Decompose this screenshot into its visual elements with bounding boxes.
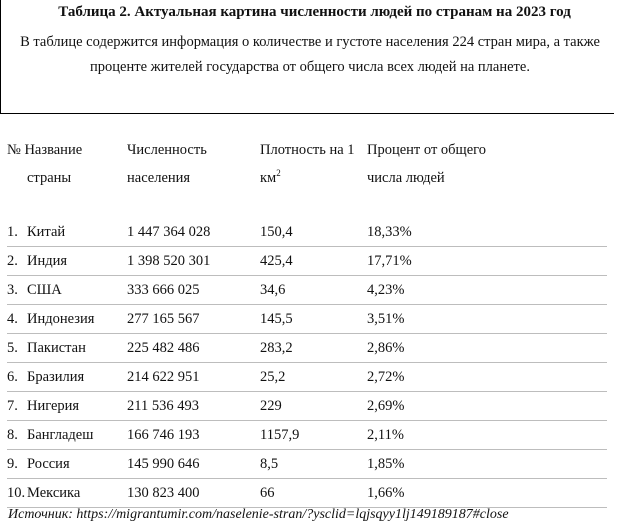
cell-country	[7, 392, 127, 421]
row-number: 6.	[7, 369, 18, 385]
table-row	[7, 421, 607, 450]
table-row	[7, 334, 607, 363]
cell-population: 277 165 567	[127, 305, 260, 334]
cell-country	[7, 421, 127, 450]
table-row	[7, 218, 607, 247]
cell-density: 283,2	[260, 334, 367, 363]
row-number: 8.	[7, 427, 18, 443]
row-number: 7.	[7, 398, 18, 414]
cell-country	[7, 479, 127, 508]
country-name: Индия	[27, 253, 68, 269]
table-row	[7, 247, 607, 276]
cell-density: 1157,9	[260, 421, 367, 450]
row-number: 4.	[7, 311, 18, 327]
cell-density: 229	[260, 392, 367, 421]
frame-bottom-border	[0, 113, 614, 114]
table-row	[7, 392, 607, 421]
table-header-row	[7, 136, 607, 218]
cell-population: 1 447 364 028	[127, 218, 260, 247]
table-row	[7, 276, 607, 305]
cell-percent: 17,71%	[367, 247, 607, 276]
cell-percent: 4,23%	[367, 276, 607, 305]
cell-percent: 2,11%	[367, 421, 607, 450]
cell-country	[7, 450, 127, 479]
cell-percent: 18,33%	[367, 218, 607, 247]
header-country: № Название страны	[7, 142, 83, 186]
country-name: Россия	[27, 456, 70, 472]
row-number: 3.	[7, 282, 18, 298]
cell-percent: 3,51%	[367, 305, 607, 334]
cell-population: 166 746 193	[127, 421, 260, 450]
header-percent: Процент от общего числа людей	[367, 142, 486, 186]
row-number: 2.	[7, 253, 18, 269]
cell-population: 214 622 951	[127, 363, 260, 392]
country-name: Нигерия	[27, 398, 80, 414]
cell-density: 8,5	[260, 450, 367, 479]
cell-population: 145 990 646	[127, 450, 260, 479]
cell-population: 225 482 486	[127, 334, 260, 363]
table-row	[7, 305, 607, 334]
cell-density: 425,4	[260, 247, 367, 276]
source-citation: Источник: https://migrantumir.com/naselenie-stran/?ysclid=lqjsqyy1lj149189187#close	[8, 507, 509, 522]
cell-density: 145,5	[260, 305, 367, 334]
country-name: Пакистан	[27, 340, 86, 356]
cell-percent: 2,69%	[367, 392, 607, 421]
country-name: Индонезия	[27, 311, 95, 327]
cell-percent: 1,85%	[367, 450, 607, 479]
cell-country	[7, 305, 127, 334]
cell-density: 25,2	[260, 363, 367, 392]
cell-density: 66	[260, 479, 367, 508]
population-table	[7, 136, 607, 508]
cell-population: 211 536 493	[127, 392, 260, 421]
cell-density: 150,4	[260, 218, 367, 247]
cell-country	[7, 276, 127, 305]
table-description: В таблице содержится информация о количестве и густоте населения 224 стран мира, а также проценте жителей государства от общего числа всех людей на планете.	[20, 34, 600, 75]
cell-country	[7, 363, 127, 392]
table-row	[7, 450, 607, 479]
header-population: Численность населения	[127, 142, 207, 186]
cell-population: 1 398 520 301	[127, 247, 260, 276]
cell-percent: 1,66%	[367, 479, 607, 508]
frame-left-border	[0, 0, 1, 114]
country-name: Бангладеш	[27, 427, 94, 443]
cell-percent: 2,86%	[367, 334, 607, 363]
country-name: Бразилия	[27, 369, 85, 385]
row-number: 9.	[7, 456, 18, 472]
cell-density: 34,6	[260, 276, 367, 305]
country-name: Мексика	[27, 485, 81, 501]
cell-population: 130 823 400	[127, 479, 260, 508]
country-name: США	[27, 282, 62, 298]
cell-country	[7, 334, 127, 363]
table-row	[7, 479, 607, 508]
table-title: Таблица 2. Актуальная картина численности людей по странам на 2023 год	[58, 4, 571, 20]
cell-country	[7, 218, 127, 247]
row-number: 1.	[7, 224, 18, 240]
country-name: Китай	[27, 224, 66, 240]
header-density: Плотность на 1 $км^2$	[260, 142, 355, 186]
cell-percent: 2,72%	[367, 363, 607, 392]
row-number: 5.	[7, 340, 18, 356]
table-row	[7, 363, 607, 392]
row-number: 10.	[7, 485, 26, 501]
cell-country	[7, 247, 127, 276]
cell-population: 333 666 025	[127, 276, 260, 305]
